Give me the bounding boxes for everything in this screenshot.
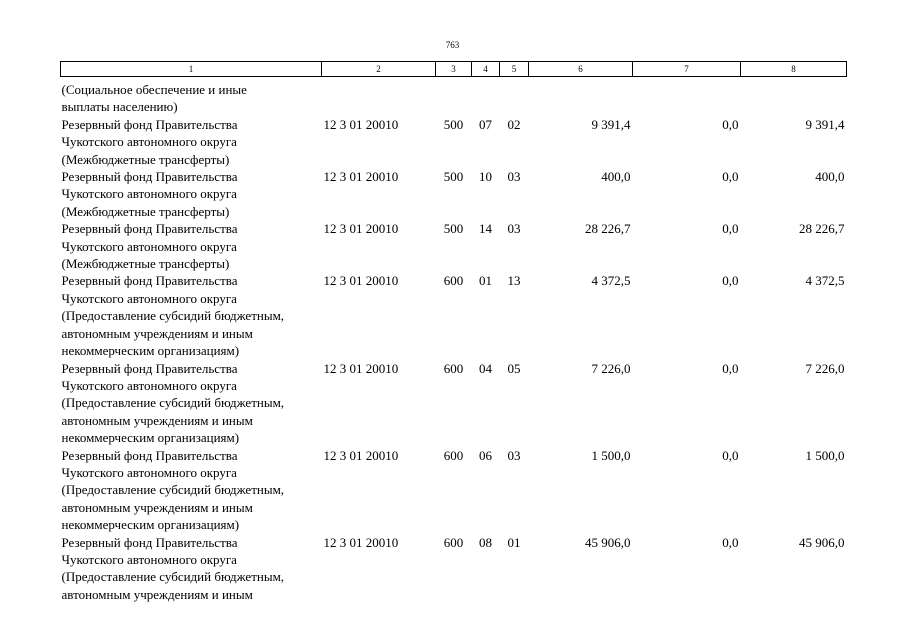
row-col-5: 03 <box>507 447 521 463</box>
row-col-5: 13 <box>507 273 521 289</box>
table-row <box>61 534 847 604</box>
text-line: Чукотского автономного округа <box>61 238 237 254</box>
row-name <box>61 447 322 534</box>
table-body <box>61 77 847 604</box>
header-col-7: 7 <box>633 62 741 77</box>
text-line: Резервный фонд Правительства <box>61 447 238 463</box>
row-name <box>61 220 322 272</box>
row-col-3: 500 <box>443 116 464 132</box>
text-line: Чукотского автономного округа <box>61 290 237 306</box>
text-line: Резервный фонд Правительства <box>61 534 238 550</box>
text-line: выплаты населению) <box>61 99 178 115</box>
row-col-3: 600 <box>443 534 464 550</box>
row-col-4: 08 <box>479 534 492 550</box>
row-col-4: 01 <box>479 273 492 289</box>
text-line: (Межбюджетные трансферты) <box>61 256 230 272</box>
table-row <box>61 447 847 534</box>
text-line: Чукотского автономного округа <box>61 134 237 150</box>
row-col-6: 9 391,4 <box>591 116 631 132</box>
header-col-8: 8 <box>741 62 847 77</box>
row-col-8: 400,0 <box>815 169 845 185</box>
row-code: 12 3 01 20010 <box>323 534 399 550</box>
row-col-3: 600 <box>443 360 464 376</box>
text-line: Резервный фонд Правительства <box>61 360 238 376</box>
text-line: автономным учреждениям и иным <box>61 499 253 515</box>
row-col-7: 0,0 <box>722 447 739 463</box>
row-col-6: 45 906,0 <box>585 534 631 550</box>
row-col-7: 0,0 <box>722 116 739 132</box>
text-line: (Предоставление субсидий бюджетным, <box>61 482 285 498</box>
text-line: Резервный фонд Правительства <box>61 221 238 237</box>
row-col-4: 14 <box>479 221 492 237</box>
row-col-5: 03 <box>507 221 521 237</box>
text-line: Чукотского автономного округа <box>61 551 237 567</box>
table-row <box>61 220 847 272</box>
row-col-7: 0,0 <box>722 534 739 550</box>
row-code: 12 3 01 20010 <box>323 169 399 185</box>
page-number: 763 <box>445 40 460 50</box>
row-col-4: 06 <box>479 447 492 463</box>
row-col-6: 1 500,0 <box>591 447 631 463</box>
text-line: Чукотского автономного округа <box>61 186 237 202</box>
row-col-8: 1 500,0 <box>805 447 845 463</box>
text-line: (Межбюджетные трансферты) <box>61 151 230 167</box>
row-col-8: 28 226,7 <box>799 221 845 237</box>
header-col-6: 6 <box>529 62 633 77</box>
text-line: Резервный фонд Правительства <box>61 169 238 185</box>
text-line: некоммерческим организациям) <box>61 430 240 446</box>
header-col-5: 5 <box>500 62 529 77</box>
text-line: автономным учреждениям и иным <box>61 325 253 341</box>
text-line: Резервный фонд Правительства <box>61 116 238 132</box>
text-line: Чукотского автономного округа <box>61 377 237 393</box>
row-name <box>61 168 322 220</box>
text-line: Чукотского автономного округа <box>61 464 237 480</box>
row-col-4: 10 <box>479 169 492 185</box>
text-line: (Межбюджетные трансферты) <box>61 203 230 219</box>
row-col-4: 07 <box>479 116 492 132</box>
row-name <box>61 534 322 604</box>
text-line: (Предоставление субсидий бюджетным, <box>61 395 285 411</box>
carry-over-row <box>61 77 847 116</box>
table-row <box>61 360 847 447</box>
row-code: 12 3 01 20010 <box>323 116 399 132</box>
row-col-3: 500 <box>443 221 464 237</box>
text-line: (Предоставление субсидий бюджетным, <box>61 569 285 585</box>
text-line: некоммерческим организациям) <box>61 343 240 359</box>
row-col-6: 28 226,7 <box>585 221 631 237</box>
row-col-5: 02 <box>507 116 521 132</box>
row-col-6: 4 372,5 <box>591 273 631 289</box>
row-code: 12 3 01 20010 <box>323 273 399 289</box>
row-col-8: 4 372,5 <box>805 273 845 289</box>
table-row <box>61 168 847 220</box>
header-col-4: 4 <box>472 62 500 77</box>
header-col-2: 2 <box>322 62 436 77</box>
row-col-7: 0,0 <box>722 360 739 376</box>
table-header <box>61 62 847 77</box>
row-col-3: 500 <box>443 169 464 185</box>
text-line: Резервный фонд Правительства <box>61 273 238 289</box>
budget-table <box>60 61 847 603</box>
table-row <box>61 116 847 168</box>
row-code: 12 3 01 20010 <box>323 221 399 237</box>
row-col-5: 01 <box>507 534 521 550</box>
text-line: (Социальное обеспечение и иные <box>61 82 247 97</box>
row-col-7: 0,0 <box>722 273 739 289</box>
row-col-8: 9 391,4 <box>805 116 845 132</box>
text-line: автономным учреждениям и иным <box>61 586 253 602</box>
row-col-6: 7 226,0 <box>591 360 631 376</box>
text-line: автономным учреждениям и иным <box>61 412 253 428</box>
row-col-7: 0,0 <box>722 221 739 237</box>
text-line: (Предоставление субсидий бюджетным, <box>61 308 285 324</box>
row-col-6: 400,0 <box>601 169 631 185</box>
row-col-8: 45 906,0 <box>799 534 845 550</box>
row-col-5: 05 <box>507 360 521 376</box>
row-code: 12 3 01 20010 <box>323 360 399 376</box>
row-name <box>61 272 322 359</box>
row-col-8: 7 226,0 <box>805 360 845 376</box>
header-col-3: 3 <box>436 62 472 77</box>
row-name <box>61 360 322 447</box>
text-line: некоммерческим организациям) <box>61 517 240 533</box>
header-col-1: 1 <box>61 62 322 77</box>
row-name <box>61 116 322 168</box>
row-col-3: 600 <box>443 273 464 289</box>
row-col-5: 03 <box>507 169 521 185</box>
table-row <box>61 272 847 359</box>
row-code: 12 3 01 20010 <box>323 447 399 463</box>
row-col-3: 600 <box>443 447 464 463</box>
header-row <box>61 62 847 77</box>
row-col-4: 04 <box>479 360 492 376</box>
carry-over-text <box>61 77 322 116</box>
row-col-7: 0,0 <box>722 169 739 185</box>
